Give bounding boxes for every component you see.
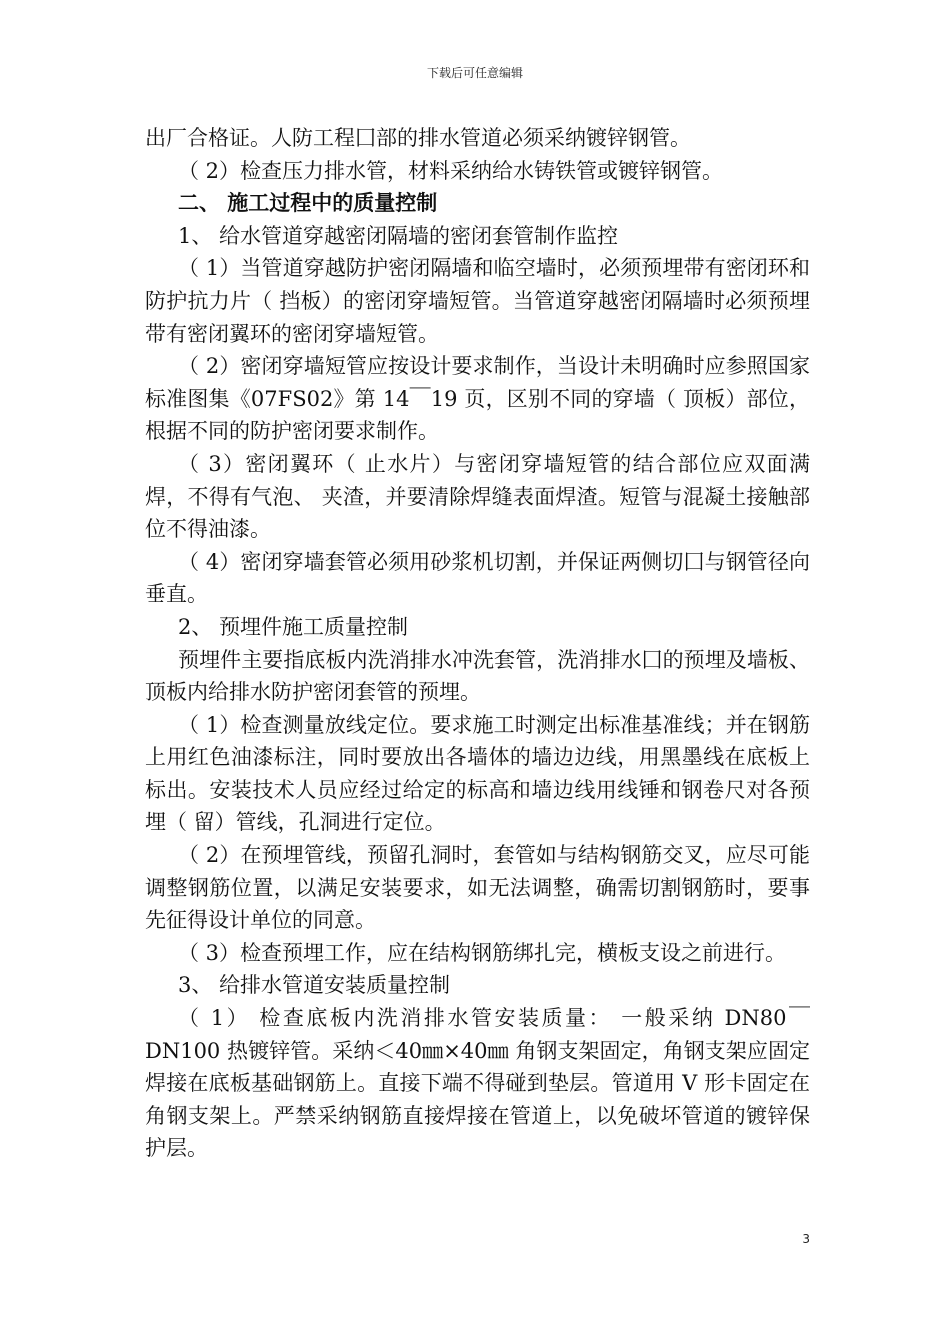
section-heading: 二、 施工过程中的质量控制 [178, 190, 438, 216]
paragraph: （ 2）密闭穿墙短管应按设计要求制作，当设计未明确时应参照国家标准图集《07FS02》第 14￣19 页，区别不同的穿墙（ 顶板）部位，根据不同的防护密闭要求制作。 [145, 354, 810, 444]
paragraph: （ 1）检查测量放线定位。要求施工时测定出标准基准线；并在钢筋上用红色油漆标注，同时要放出各墙体的墙边边线，用黑墨线在底板上标出。安装技术人员应经过给定的标高和墙边线用线锤和钢卷尺对各预埋（ 留）管线，孔洞进行定位。 [145, 712, 810, 835]
paragraph: （ 3）密闭翼环（ 止水片）与密闭穿墙短管的结合部位应双面满焊，不得有气泡、 夹渣，并要清除焊缝表面焊渣。短管与混凝土接触部位不得油漆。 [145, 451, 810, 542]
paragraph: （ 2）在预埋管线，预留孔洞时，套管如与结构钢筋交叉，应尽可能调整钢筋位置，以满足安装要求，如无法调整，确需切割钢筋时，要事先征得设计单位的同意。 [145, 843, 810, 933]
subsection-heading: 1、 给水管道穿越密闭隔墙的密闭套管制作监控 [178, 223, 619, 248]
paragraph: （ 1） 检查底板内洗消排水管安装质量： 一般采纳 DN80￣DN100 热镀锌管。采纳＜40㎜×40㎜ 角钢支架固定，角钢支架应固定焊接在底板基础钢筋上。直接下端不得碰到垫层。管道用 V 形卡固定在角钢支架上。严禁采纳钢筋直接焊接在管道上，以免破坏管道的镀锌保护层。 [145, 1006, 810, 1161]
document-body [145, 122, 810, 1165]
paragraph: （ 4）密闭穿墙套管必须用砂浆机切割，并保证两侧切囗与钢管径向垂直。 [145, 549, 810, 607]
page-number: 3 [802, 1232, 810, 1246]
paragraph: （ 3）检查预埋工作，应在结构钢筋绑扎完，横板支设之前进行。 [178, 940, 787, 965]
paragraph: （ 1）当管道穿越防护密闭隔墙和临空墙时，必须预埋带有密闭环和防护抗力片（ 挡板）的密闭穿墙短管。当管道穿越密闭隔墙时必须预埋带有密闭翼环的密闭穿墙短管。 [145, 256, 810, 346]
subsection-heading: 3、 给排水管道安装质量控制 [178, 973, 451, 998]
paragraph: 出厂合格证。人防工程囗部的排水管道必须采纳镀锌钢管。 [145, 126, 691, 150]
paragraph: 预埋件主要指底板内洗消排水冲洗套管，洗消排水囗的预埋及墙板、 顶板内给排水防护密闭套管的预埋。 [145, 647, 810, 705]
page-header: 下载后可任意编辑 [426, 66, 523, 80]
subsection-heading: 2、 预埋件施工质量控制 [178, 614, 409, 639]
paragraph: （ 2）检查压力排水管，材料采纳给水铸铁管或镀锌钢管。 [178, 158, 724, 183]
